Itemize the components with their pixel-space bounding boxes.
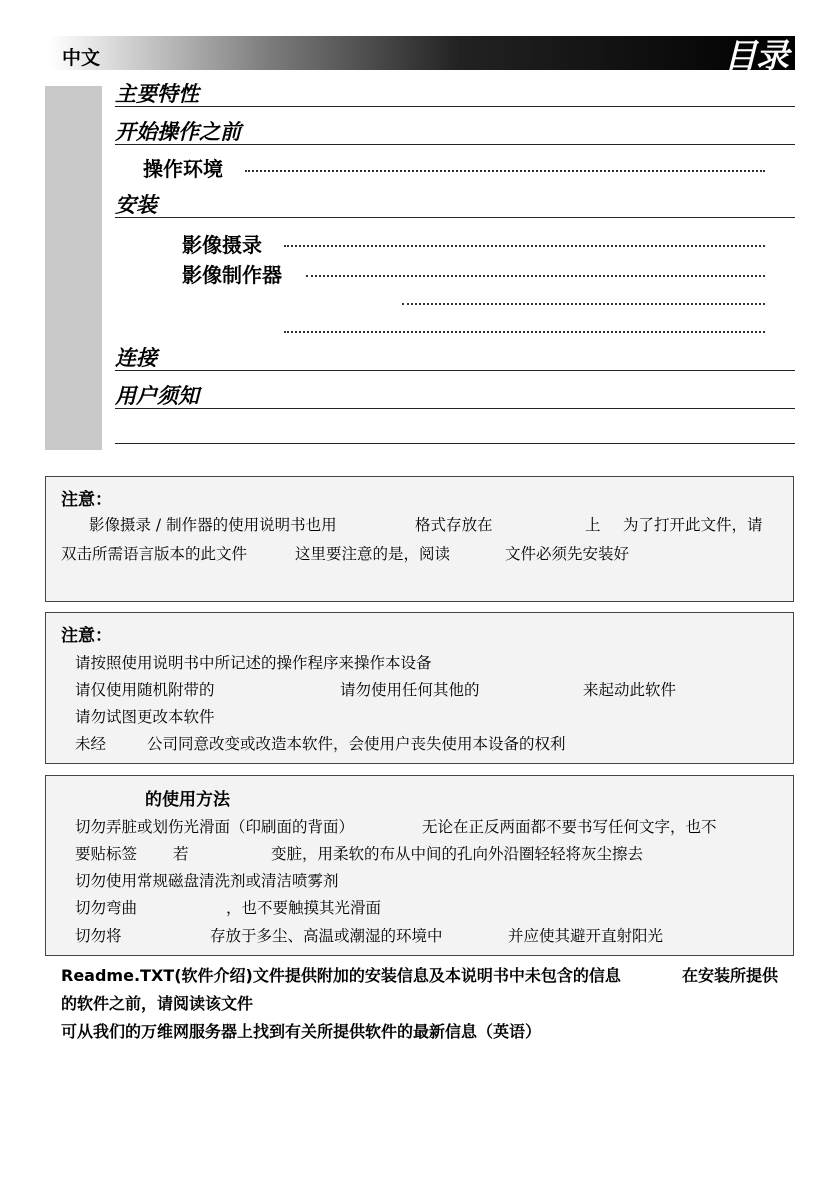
- notice-text: 并应使其避开直射阳光: [508, 927, 664, 945]
- toc-divider: [115, 443, 795, 444]
- readme-text: 在安装所提供: [682, 966, 779, 985]
- notice-text: 为了打开此文件，请: [623, 516, 763, 534]
- toc-divider: [115, 106, 795, 107]
- readme-text: Readme.TXT(软件介绍)文件提供附加的安装信息及本说明书中未包含的信息: [61, 966, 621, 985]
- toc-divider: [115, 217, 795, 218]
- notice-text: 格式存放在: [415, 516, 493, 534]
- notice-text: 切勿弯曲: [75, 899, 138, 917]
- website-text: 可从我们的万维网服务器上找到有关所提供软件的最新信息（英语）: [61, 1022, 542, 1041]
- notice-text: 请勿使用任何其他的: [340, 681, 480, 699]
- toc-heading-before-start[interactable]: 开始操作之前: [115, 119, 241, 144]
- notice-text: 影像摄录 / 制作器的使用说明书也用: [89, 516, 337, 534]
- language-label: 中文: [62, 47, 101, 69]
- notice-text: 请按照使用说明书中所记述的操作程序来操作本设备: [75, 654, 432, 672]
- notice-text: 切勿弄脏或划伤光滑面（印刷面的背面）: [75, 818, 355, 836]
- readme-text: 的软件之前，请阅读该文件: [61, 994, 254, 1013]
- notice-text: 请勿试图更改本软件: [75, 708, 215, 726]
- toc-divider: [115, 370, 795, 371]
- notice-title: 的使用方法: [145, 790, 230, 810]
- notice-text: 请仅使用随机附带的: [75, 681, 215, 699]
- toc-divider: [115, 144, 795, 145]
- notice-text: 来起动此软件: [583, 681, 677, 699]
- toc-heading-features[interactable]: 主要特性: [115, 81, 199, 106]
- toc-dot-leader: [284, 331, 765, 333]
- notice-text: 这里要注意的是，阅读: [295, 545, 451, 563]
- notice-text: 文件必须先安装好: [505, 545, 630, 563]
- toc-item-image-capture[interactable]: 影像摄录: [182, 233, 262, 257]
- toc-sidebar: [45, 86, 102, 450]
- notice-text: 双击所需语言版本的此文件: [61, 545, 248, 563]
- toc-divider: [115, 408, 795, 409]
- toc-item-image-maker[interactable]: 影像制作器: [182, 263, 282, 287]
- toc-dot-leader: [284, 245, 765, 247]
- toc-dot-leader: [306, 275, 765, 277]
- notice-text: 无论在正反两面都不要书写任何文字，也不: [422, 818, 717, 836]
- toc-heading-connect[interactable]: 连接: [115, 345, 157, 370]
- toc-dot-leader: [245, 170, 765, 172]
- notice-text: 未经: [75, 735, 107, 753]
- notice-text: 存放于多尘、高温或潮湿的环境中: [210, 927, 443, 945]
- toc-heading-user-notes[interactable]: 用户须知: [115, 383, 199, 408]
- notice-text: 公司同意改变或改造本软件，会使用户丧失使用本设备的权利: [147, 735, 566, 753]
- notice-text: 若: [173, 845, 189, 863]
- notice-text: 切勿使用常规磁盘清洗剂或清洁喷雾剂: [75, 872, 339, 890]
- toc-dot-leader: [402, 303, 765, 305]
- notice-title: 注意：: [61, 490, 112, 510]
- notice-text: 上: [585, 516, 601, 534]
- notice-text: 切勿将: [75, 927, 122, 945]
- notice-box-pdf: [45, 476, 794, 602]
- notice-text: 要贴标签: [75, 845, 138, 863]
- page-title: 目录: [724, 36, 788, 75]
- notice-text: 变脏，用柔软的布从中间的孔向外沿圈轻轻将灰尘擦去: [271, 845, 644, 863]
- notice-title: 注意：: [61, 626, 112, 646]
- header-bar: [49, 36, 795, 70]
- toc-heading-install[interactable]: 安装: [115, 192, 157, 217]
- notice-text: ，也不要触摸其光滑面: [226, 899, 382, 917]
- toc-item-environment[interactable]: 操作环境: [143, 157, 223, 181]
